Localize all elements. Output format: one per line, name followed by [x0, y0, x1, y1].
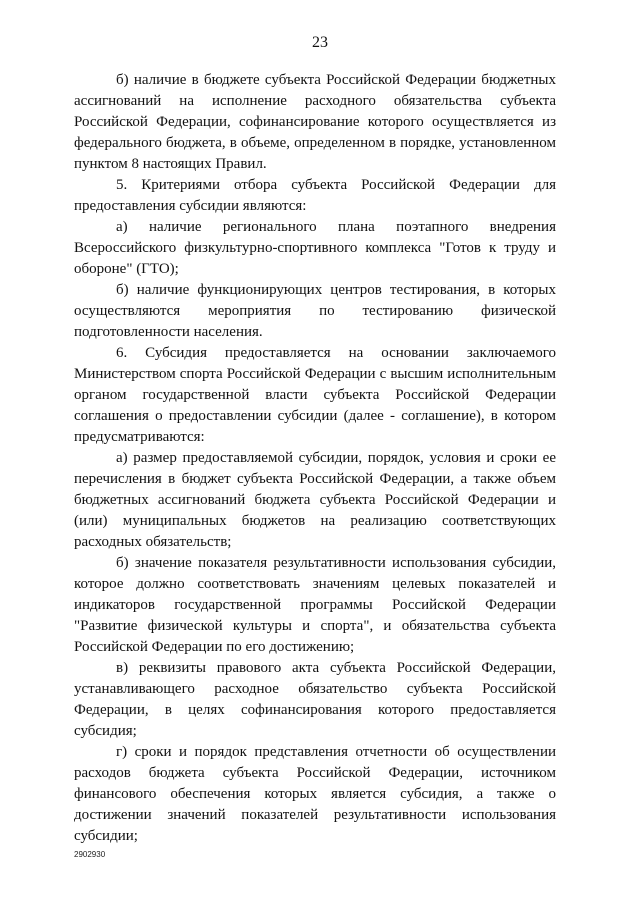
- paragraph-6b-performance-indicator: б) значение показателя результативности использования субсидии, которое должно соответствовать значениям целевых показателей и индикаторов государственной программы Российской Федерации "Развитие физической культуры и спорта", и обязательства субъекта Российской Федерации по его достижению;: [74, 555, 556, 655]
- paragraph-1b-budget-allocations: б) наличие в бюджете субъекта Российской Федерации бюджетных ассигнований на исполнение расходного обязательства субъекта Российской Федерации, софинансирование которого осуществляется из федерального бюджета, в объеме, определенном в порядке, установленном пунктом 8 настоящих Правил.: [74, 72, 556, 172]
- paragraph-6a-subsidy-amount: а) размер предоставляемой субсидии, порядок, условия и сроки ее перечисления в бюджет субъекта Российской Федерации, а также объем бюджетных ассигнований бюджета субъекта Российской Федерации и (или) муниципальных бюджетов на реализацию соответствующих расходных обязательств;: [74, 450, 556, 550]
- page-number: 23: [312, 34, 328, 51]
- paragraph-5-selection-criteria: 5. Критериями отбора субъекта Российской Федерации для предоставления субсидии являются:: [74, 177, 556, 214]
- document-code: 2902930: [74, 850, 106, 859]
- paragraph-6c-legal-act-details: в) реквизиты правового акта субъекта Российской Федерации, устанавливающего расходное обязательство субъекта Российской Федерации, в целях софинансирования которого предоставляется субсидия;: [74, 660, 556, 739]
- paragraph-6-agreement: 6. Субсидия предоставляется на основании заключаемого Министерством спорта Российской Федерации с высшим исполнительным органом государственной власти субъекта Российской Федерации соглашения о предоставлении субсидии (далее - соглашение), в котором предусматриваются:: [74, 345, 556, 445]
- paragraph-5a-regional-plan: а) наличие регионального плана поэтапного внедрения Всероссийского физкультурно-спортивного комплекса "Готов к труду и обороне" (ГТО);: [74, 219, 556, 277]
- paragraph-6d-reporting: г) сроки и порядок представления отчетности об осуществлении расходов бюджета субъекта Российской Федерации, источником финансового обеспечения которых является субсидия, а также о достижении значений показателей результативности использования субсидии;: [74, 744, 556, 844]
- paragraph-5b-testing-centers: б) наличие функционирующих центров тестирования, в которых осуществляются мероприятия по тестированию физической подготовленности населения.: [74, 282, 556, 340]
- document-body: [74, 70, 556, 847]
